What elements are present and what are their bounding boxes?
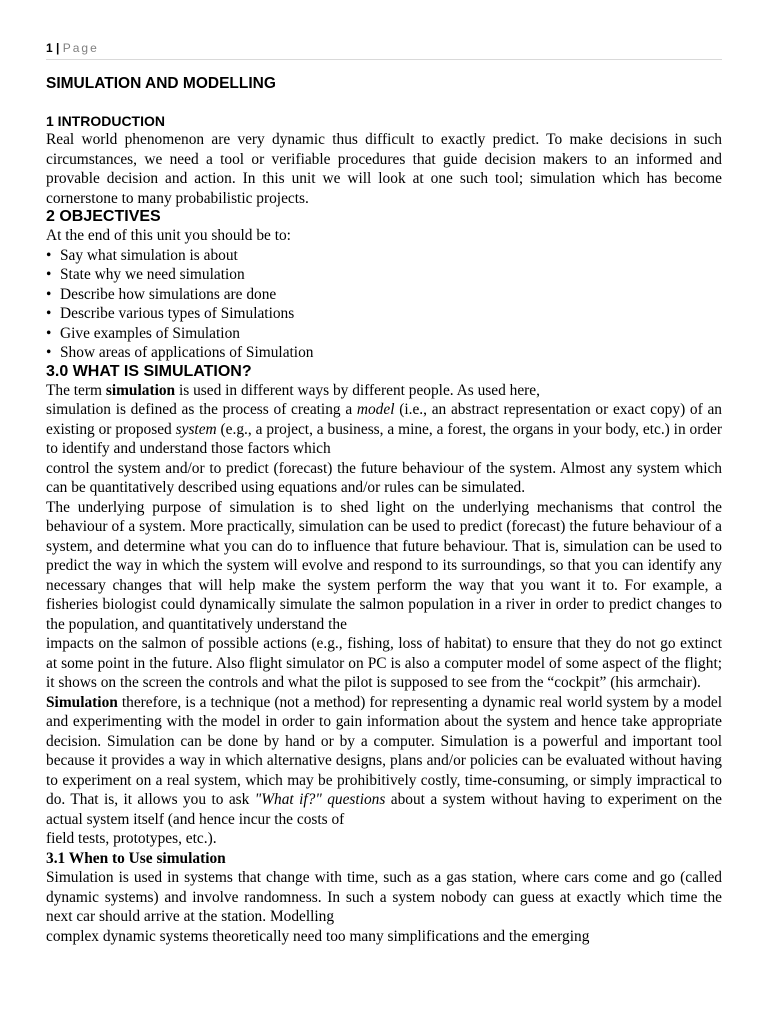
objectives-lead: At the end of this unit you should be to: (46, 227, 291, 244)
page-word: Page (62, 41, 99, 55)
purpose-paragraph: The underlying purpose of simulation is to shed light on the underlying mechanisms that control the behaviour of a system. More practically, simulation can be used to predict (forecast) the future behaviour of a system, and determine what you can do to influence that future behaviour. That is, simulation can be used to predict the way in which the system will evolve and respond to its surroundings, so that you can identify any necessary changes that will help make the system perform the way that you want it to. For example, a fisheries biologist could dynamically simulate the salmon population in a river in order to predict changes to the population, and quantitatively understand the (46, 498, 722, 633)
impacts-paragraph: impacts on the salmon of possible actions (e.g., fishing, loss of habitat) to ensure that they do not go extinct at some point in the future. Also flight simulator on PC is also a computer model of some aspect of the flight; it shows on the screen the controls and what the pilot is supposed to see from the “cockpit” (his armchair). (46, 635, 722, 691)
page-number: 1 (46, 41, 53, 55)
objectives-list (46, 246, 722, 363)
term-system: system (175, 420, 217, 438)
when-to-use-heading: 3.1 When to Use simulation (46, 849, 226, 867)
control-paragraph: control the system and/or to predict (forecast) the future behaviour of the system. Almost any system which can be quantitatively described using equations and/or rules can be simulated. (46, 459, 722, 496)
document-page (46, 40, 722, 946)
term-simulation: simulation (105, 381, 176, 399)
list-item: • Describe various types of Simulations (46, 304, 722, 324)
objectives-heading: 2 OBJECTIVES (46, 208, 161, 225)
list-item: • Show areas of applications of Simulation (46, 343, 722, 363)
field-tests-paragraph: field tests, prototypes, etc.). (46, 830, 217, 847)
definition-paragraph: simulation is defined as the process of creating a model (i.e., an abstract representation or exact copy) of an existing or proposed system (e.g., a project, a business, a mine, a forest, the organs in your body, etc.) in order to identify and understand those factors which (46, 401, 722, 457)
document-title: SIMULATION AND MODELLING (46, 75, 276, 92)
list-item: • Say what simulation is about (46, 246, 722, 266)
page-header (46, 40, 722, 60)
what-if-questions: "What if?" questions (254, 791, 386, 808)
what-is-simulation-heading: 3.0 WHAT IS SIMULATION? (46, 362, 252, 380)
technique-paragraph: Simulation therefore, is a technique (not a method) for representing a dynamic real world system by a model and experimenting with the model in order to gain information about the system and hence take appropriate decision. Simulation can be done by hand or by a computer. Simulation is a powerful and important tool because it provides a way in which alternative designs, plans and/or policies can be evaluated without having to experiment on a real system, which may be prohibitively costly, time-consuming, or simply impractical to do. That is, it allows you to ask "What if?" questions about a system without having to experiment on the actual system itself (and hence incur the costs of (46, 693, 723, 828)
introduction-heading: 1 INTRODUCTION (46, 113, 165, 129)
definition-intro-paragraph: The term simulation is used in different ways by different people. As used here, (46, 381, 540, 399)
introduction-paragraph: Real world phenomenon are very dynamic thus difficult to exactly predict. To make decisions in such circumstances, we need a tool or verifiable procedures that guide decision makers to an informed and provable decision and action. In this unit we will look at one such tool; simulation which has become cornerstone to many probabilistic projects. (46, 131, 722, 207)
term-model: model (356, 401, 395, 418)
list-item: • Describe how simulations are done (46, 285, 722, 305)
list-item: • Give examples of Simulation (46, 324, 722, 344)
complex-systems-paragraph: complex dynamic systems theoretically need too many simplifications and the emerging (46, 927, 590, 945)
page-separator: | (56, 41, 60, 55)
list-item: • State why we need simulation (46, 265, 722, 285)
term-simulation-bold: Simulation (46, 693, 118, 711)
when-to-use-paragraph: Simulation is used in systems that change with time, such as a gas station, where cars come and go (called dynamic systems) and involve randomness. In such a system nobody can guess at exactly which time the next car should arrive at the station. Modelling (46, 869, 722, 925)
